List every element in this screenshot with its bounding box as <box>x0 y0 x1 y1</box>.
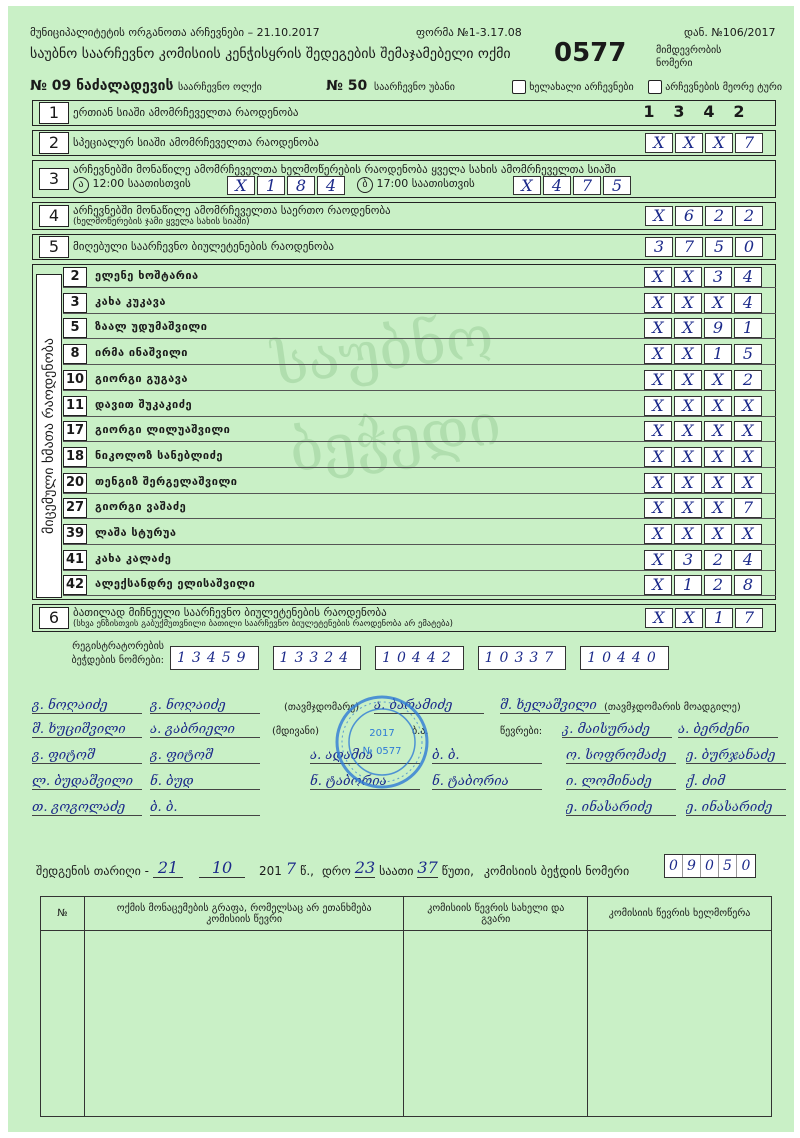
second-round-checkbox[interactable] <box>648 80 662 94</box>
vote-digit: X <box>704 421 732 441</box>
member-signature[interactable]: ბ. ბ. <box>432 748 542 764</box>
candidate-row <box>63 343 776 365</box>
member-signature[interactable]: შ. ხელაშვილი <box>500 698 610 714</box>
vote-digit: X <box>674 447 702 467</box>
row-3 <box>32 160 776 198</box>
member-signature[interactable]: ა. გაბრიელი <box>150 722 260 738</box>
member-signature[interactable]: კ. მაისურაძე <box>562 722 672 738</box>
time-minute[interactable]: 37 <box>417 858 438 877</box>
row-number: 6 <box>39 607 69 629</box>
vote-digit: X <box>674 318 702 338</box>
commission-seal-label: კომისიის ბეჭდის ნომერი <box>483 864 630 878</box>
votes-vertical-label: მიცემული ხმათა რაოდენობა <box>36 274 62 598</box>
row-3-value-b[interactable]: X 4 7 5 <box>513 176 631 195</box>
row-label: ბათილად მიჩნეული საარჩევნო ბიულეტენების რაოდენობა <box>73 606 387 619</box>
members-label: წევრები: <box>500 726 543 737</box>
commission-seal-number[interactable] <box>664 854 756 878</box>
row-2 <box>32 130 776 156</box>
col-field: ოქმის მონაცემების გრაფა, რომელსაც არ ეთანხმება კომისიის წევრი <box>84 897 403 931</box>
round-stamp <box>334 694 430 790</box>
member-signature[interactable]: ლ. ბუდაშვილი <box>32 774 142 790</box>
candidate-number: 41 <box>63 550 87 570</box>
minute-unit: წუთი, <box>441 864 474 878</box>
rerun-option[interactable] <box>512 80 634 94</box>
row-label: არჩევნებში მონაწილე ამომრჩეველთა ხელმოწერების რაოდენობა ყველა სახის ამომრჩეველთა სიაში <box>73 163 616 176</box>
vote-digit: X <box>734 524 762 544</box>
stamp-number: № 0577 <box>362 746 402 757</box>
date-label: შედგენის თარიღი - <box>36 864 150 878</box>
vote-digit: X <box>674 396 702 416</box>
vote-digit: X <box>704 498 732 518</box>
row-sublabel: (სხვა ენზისთვის გაბუქმუთვნილი ბათილი საარჩევნო ბიულეტენების რაოდენობა არ ემატება) <box>73 619 453 629</box>
vote-digit: X <box>644 473 672 493</box>
vote-digit: X <box>674 524 702 544</box>
candidate-number: 39 <box>63 524 87 544</box>
candidate-votes[interactable] <box>644 267 762 287</box>
candidate-votes[interactable] <box>644 396 762 416</box>
district-label: საარჩევნო ოლქი <box>178 82 262 93</box>
candidate-votes[interactable] <box>644 318 762 338</box>
member-signature[interactable]: შ. ხუციშვილი <box>32 722 142 738</box>
vote-digit: X <box>644 370 672 390</box>
registrar-seal[interactable]: 10442 <box>375 646 464 670</box>
vote-digit: X <box>644 524 672 544</box>
vote-digit: X <box>644 575 672 595</box>
candidate-name: გიორგი გუგავა <box>95 371 189 385</box>
vote-digit: X <box>734 396 762 416</box>
vote-digit: 2 <box>734 370 762 390</box>
member-signature[interactable]: გ. ნოღაიძე <box>150 698 260 714</box>
deputy-label: (თავმჯდომარის მოადგილე) <box>604 702 741 713</box>
candidate-row <box>63 420 776 442</box>
rerun-label: ხელახალი არჩევნები <box>529 82 634 93</box>
second-round-option[interactable] <box>648 80 782 94</box>
row-3-value-a[interactable]: X 1 8 4 <box>227 176 345 195</box>
vote-digit: 5 <box>734 344 762 364</box>
district-number: № 09 ნაძალადევის <box>30 78 174 94</box>
member-signature[interactable]: გ. ფიტოშ <box>150 748 260 764</box>
candidate-row <box>63 523 776 545</box>
vote-digit: X <box>734 447 762 467</box>
col-member-signature: კომისიის წევრის ხელმოწერა <box>588 897 772 931</box>
candidate-votes[interactable] <box>644 447 762 467</box>
candidate-name: გიორგი ვაშაძე <box>95 500 187 514</box>
registrar-label: რეგისტრატორების ბეჭდების ნომრები: <box>71 641 164 666</box>
member-signature[interactable]: ნ. ტაბორია <box>310 774 420 790</box>
vote-digit: X <box>704 293 732 313</box>
candidate-number: 2 <box>63 267 87 287</box>
chair-label: (თავმჯდომარე) <box>284 702 360 713</box>
member-signature[interactable]: ი. ლომინაძე <box>566 774 676 790</box>
seal-digit: 0 <box>741 858 751 874</box>
time-label: დრო <box>321 864 351 878</box>
center-watermark: საუბნო ბეჭედი <box>268 301 506 487</box>
date-day[interactable]: 21 <box>153 858 183 878</box>
year-suffix[interactable]: 7 <box>285 859 297 878</box>
vote-digit: X <box>674 473 702 493</box>
candidate-name: გიორგი ლილუაშვილი <box>95 423 231 437</box>
candidate-row <box>63 497 776 519</box>
candidate-name: ელენე ხოშტარია <box>95 269 199 282</box>
member-signature[interactable]: გ. ფიტოშ <box>32 748 142 764</box>
candidate-number: 18 <box>63 447 87 467</box>
member-signature[interactable]: თ. გოგოლაძე <box>32 800 142 816</box>
row-1 <box>32 100 776 126</box>
protocol-title: საუბნო საარჩევნო კომისიის კენჭისყრის შედეგების შემაჯამებელი ოქმი <box>30 46 511 62</box>
vote-digit: X <box>644 344 672 364</box>
rerun-checkbox[interactable] <box>512 80 526 94</box>
candidate-number: 5 <box>63 318 87 338</box>
secretary-label: (მდივანი) <box>272 726 319 737</box>
vote-digit: 2 <box>704 575 732 595</box>
registrar-seal[interactable]: 13459 <box>170 646 259 670</box>
seal-digit: 0 <box>665 855 683 877</box>
candidate-name: ირმა ინაშვილი <box>95 346 188 360</box>
candidate-name: დავით შუკაკიძე <box>95 397 193 411</box>
candidate-votes[interactable] <box>644 575 762 595</box>
registrar-seal[interactable]: 10337 <box>478 646 567 670</box>
seal-mark: ბ.ა. <box>412 726 429 737</box>
precinct-label: საარჩევნო უბანი <box>374 82 455 93</box>
protocol-number-label: მიმდევრობის ნომერი <box>656 45 722 69</box>
candidate-number: 10 <box>63 370 87 390</box>
stamp-year: 2017 <box>369 728 395 739</box>
member-signature[interactable]: ე. ინასარიძე <box>686 800 786 816</box>
vote-digit: X <box>674 370 702 390</box>
member-signature[interactable]: ა. ბარამიძე <box>374 698 484 714</box>
member-signature[interactable]: ე. ინასარიძე <box>566 800 676 816</box>
member-signature[interactable]: ბ. ბ. <box>150 800 260 816</box>
row-2-value[interactable]: X X X 7 <box>645 133 763 153</box>
row-sublabel: (ხელმოწერების ჯამი ყველა სახის სიაში) <box>73 217 250 227</box>
registrar-seal[interactable]: 10440 <box>580 646 669 670</box>
vote-digit: X <box>644 550 672 570</box>
vote-digit: X <box>734 421 762 441</box>
vote-digit: X <box>644 267 672 287</box>
vote-digit: X <box>644 318 672 338</box>
member-signature[interactable]: ო. სოფრომაძე <box>566 748 676 764</box>
candidate-votes[interactable] <box>644 524 762 544</box>
vote-digit: 4 <box>734 267 762 287</box>
candidate-row <box>63 549 776 571</box>
row-number: 5 <box>39 236 69 258</box>
vote-digit: 8 <box>734 575 762 595</box>
row-number: 4 <box>39 205 69 227</box>
candidate-row <box>63 574 776 596</box>
vote-digit: 2 <box>704 550 732 570</box>
hour-unit: საათი <box>379 864 414 878</box>
candidate-number: 8 <box>63 344 87 364</box>
vote-digit: 1 <box>704 344 732 364</box>
col-member-name: კომისიის წევრის სახელი და გვარი <box>404 897 588 931</box>
candidate-name: ნიკოლოზ სანებლიძე <box>95 448 223 462</box>
candidate-name: კახა კუკავა <box>95 294 166 308</box>
vote-digit: X <box>704 473 732 493</box>
col-number: № <box>41 897 85 931</box>
vote-digit: 3 <box>704 267 732 287</box>
candidate-votes[interactable] <box>644 370 762 390</box>
row-label: ერთიან სიაში ამომრჩეველთა რაოდენობა <box>73 106 299 119</box>
second-round-label: არჩევნების მეორე ტური <box>665 82 782 93</box>
row-number: 3 <box>39 168 69 190</box>
member-signature[interactable]: ნ. ტაბორია <box>432 774 542 790</box>
candidate-votes[interactable] <box>644 421 762 441</box>
date-month[interactable]: 10 <box>199 858 245 878</box>
precinct-number: № 50 <box>326 78 368 94</box>
vote-digit: X <box>674 293 702 313</box>
candidate-name: თენგიზ შერგელაშვილი <box>95 474 238 488</box>
vote-digit: 3 <box>674 550 702 570</box>
date-line <box>36 858 629 878</box>
candidate-row <box>63 266 776 288</box>
time-b-group: ბ 17:00 საათისთვის <box>357 177 475 193</box>
row-1-printed-value: 1 3 4 2 <box>643 102 745 121</box>
candidate-row <box>63 472 776 494</box>
candidate-row <box>63 292 776 314</box>
time-a-group: ა 12:00 საათისთვის <box>73 177 191 193</box>
vote-digit: X <box>704 524 732 544</box>
vote-digit: 1 <box>734 318 762 338</box>
candidate-name: ლაშა სტურუა <box>95 526 177 539</box>
vote-digit: X <box>644 293 672 313</box>
year-unit: წ., <box>300 864 314 878</box>
row-label: არჩევნებში მონაწილე ამომრჩეველთა საერთო რაოდენობა <box>73 204 391 217</box>
vote-digit: X <box>644 421 672 441</box>
vote-digit: 4 <box>734 293 762 313</box>
vote-digit: X <box>704 447 732 467</box>
vote-digit: X <box>644 447 672 467</box>
vote-digit: 1 <box>674 575 702 595</box>
candidate-number: 11 <box>63 396 87 416</box>
candidate-number: 42 <box>63 575 87 595</box>
row-4 <box>32 202 776 230</box>
vote-digit: X <box>674 267 702 287</box>
registrar-seal[interactable]: 13324 <box>273 646 362 670</box>
vote-digit: X <box>704 370 732 390</box>
candidate-number: 17 <box>63 421 87 441</box>
candidate-name: კახა კალაძე <box>95 551 172 565</box>
vote-digit: X <box>644 498 672 518</box>
row-5 <box>32 234 776 260</box>
registrar-seal-numbers <box>170 646 669 670</box>
candidate-votes[interactable] <box>644 293 762 313</box>
seal-digit: 5 <box>719 855 737 877</box>
row-5-value[interactable]: 3 7 5 0 <box>645 237 763 257</box>
protocol-number: 0577 <box>554 38 627 68</box>
member-signature[interactable]: ე. ბურჯანაძე <box>686 748 786 764</box>
candidate-votes[interactable] <box>644 344 762 364</box>
protocol-sheet <box>8 6 794 1132</box>
candidate-number: 20 <box>63 473 87 493</box>
member-signature[interactable]: ქ. ძიმ <box>686 774 786 790</box>
candidate-row <box>63 369 776 391</box>
year-prefix: 201 <box>259 864 282 878</box>
form-number: ფორმა №1-3.17.08 <box>416 26 522 39</box>
candidate-row <box>63 395 776 417</box>
row-6-value[interactable]: X X 1 7 <box>645 608 763 628</box>
dissent-row[interactable] <box>41 931 772 1117</box>
candidate-number: 27 <box>63 498 87 518</box>
vote-digit: X <box>734 473 762 493</box>
candidate-row <box>63 317 776 339</box>
row-4-value[interactable]: X 6 2 2 <box>645 206 763 226</box>
vote-digit: X <box>674 344 702 364</box>
election-title: მუნიციპალიტეტის ორგანოთა არჩევნები – 21.10.2017 <box>30 26 320 39</box>
vote-digit: X <box>704 396 732 416</box>
candidate-votes[interactable] <box>644 498 762 518</box>
member-signature[interactable]: ა. ბერძენი <box>678 722 778 738</box>
candidate-name: ალექსანდრე ელისაშვილი <box>95 577 256 591</box>
vote-digit: 9 <box>704 318 732 338</box>
appendix-number: დან. №106/2017 <box>684 26 776 39</box>
vote-digit: 4 <box>734 550 762 570</box>
member-signature[interactable]: ა. ადამია <box>310 748 420 764</box>
member-signature[interactable]: გ. ნოღაიძე <box>32 698 142 714</box>
vote-digit: X <box>674 498 702 518</box>
vote-digit: X <box>644 396 672 416</box>
row-label: მიღებული საარჩევნო ბიულეტენების რაოდენობა <box>73 240 334 253</box>
seal-digit: 0 <box>701 855 719 877</box>
dissent-table <box>40 896 772 1117</box>
candidate-votes[interactable] <box>644 550 762 570</box>
member-signature[interactable]: ნ. ბუდ <box>150 774 260 790</box>
vote-digit: X <box>674 421 702 441</box>
time-hour[interactable]: 23 <box>354 858 376 877</box>
row-label: სპეციალურ სიაში ამომრჩეველთა რაოდენობა <box>73 136 319 149</box>
row-number: 2 <box>39 132 69 154</box>
row-number: 1 <box>39 102 69 124</box>
candidate-number: 3 <box>63 293 87 313</box>
seal-digit: 9 <box>683 855 701 877</box>
candidate-name: ზაალ უდუმაშვილი <box>95 320 208 334</box>
candidate-row <box>63 446 776 468</box>
candidate-votes[interactable] <box>644 473 762 493</box>
row-6 <box>32 604 776 632</box>
vote-digit: 7 <box>734 498 762 518</box>
